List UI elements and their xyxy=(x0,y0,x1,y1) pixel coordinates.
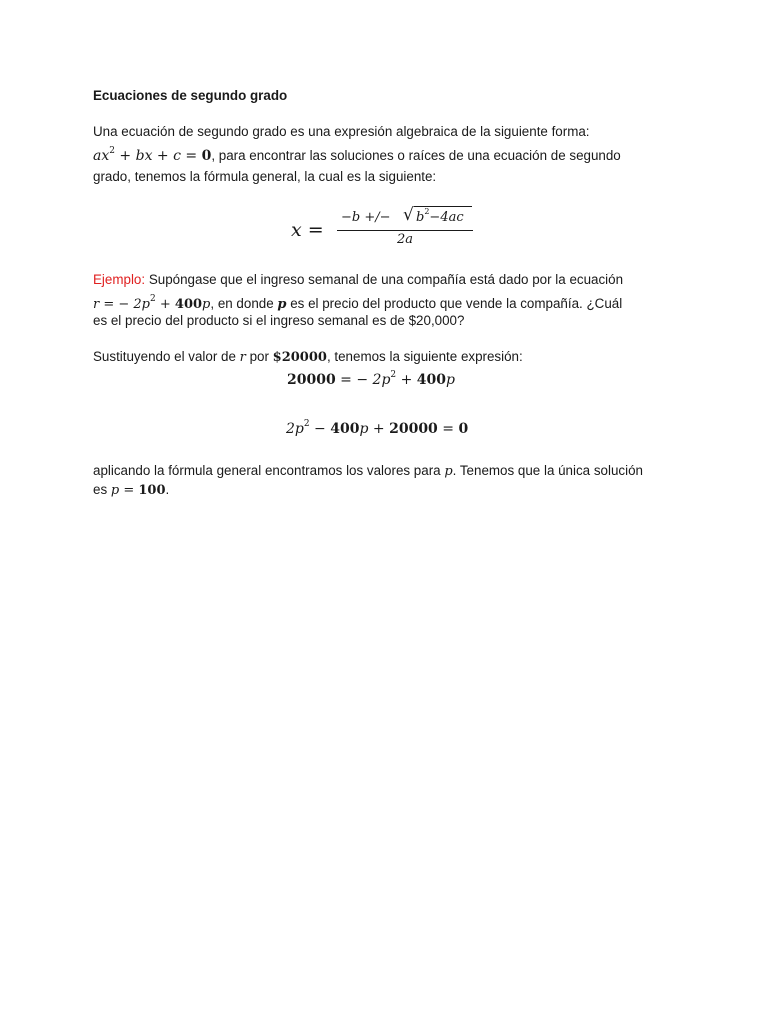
example-var-p: p xyxy=(277,297,287,312)
eq1-exponent: 2 xyxy=(390,370,397,380)
eq2-plus: + xyxy=(368,421,390,437)
conclusion-text-b: . Tenemos que la única solución xyxy=(452,463,643,478)
revenue-eq-plus: + xyxy=(155,297,175,312)
solution-equals: = xyxy=(119,483,139,498)
eq1-lhs: 20000 xyxy=(287,372,336,388)
eq2-minus: − xyxy=(309,421,331,437)
revenue-eq-exponent: 2 xyxy=(150,294,156,304)
document-title: Ecuaciones de segundo grado xyxy=(93,88,288,103)
eq2-equals: = xyxy=(437,421,459,437)
conclusion-line-1 xyxy=(93,461,643,481)
eq2-p: p xyxy=(359,421,369,437)
substitution-text-c: , tenemos la siguiente expresión: xyxy=(326,349,523,364)
conclusion-es: es xyxy=(93,482,111,497)
substitution-value: $20000 xyxy=(272,350,327,365)
substitution-text-a: Sustituyendo el valor de xyxy=(93,349,240,364)
eq2-exponent: 2 xyxy=(303,419,310,429)
equation-2 xyxy=(286,421,468,437)
revenue-eq-p: p xyxy=(202,297,211,312)
conclusion-line-2 xyxy=(93,480,169,500)
eq2-20000: 20000 xyxy=(389,421,438,437)
eq1-p: p xyxy=(446,372,455,388)
example-line-3: es el precio del producto si el ingreso semanal es de $20,000? xyxy=(93,313,465,328)
sqrt-bar xyxy=(414,206,472,207)
eq2-zero: 0 xyxy=(458,421,469,437)
eq1-plus: + xyxy=(396,372,417,388)
eq2-2p: 2p xyxy=(286,421,304,437)
radicand-b: b xyxy=(416,210,425,225)
equation-1 xyxy=(287,372,455,388)
substitution-text-b: por xyxy=(245,349,273,364)
intro-line-2 xyxy=(93,146,621,166)
conclusion-text-a: aplicando la fórmula general encontramos los valores para xyxy=(93,463,445,478)
eq1-rhs-a: − 2p xyxy=(356,372,391,388)
example-line-2-text-a: , en donde xyxy=(210,296,278,311)
solution-p: p xyxy=(110,483,120,498)
solution-value: 100 xyxy=(138,483,166,498)
radicand-exponent: 2 xyxy=(424,207,430,216)
revenue-eq-400: 400 xyxy=(174,297,203,312)
substitution-line xyxy=(93,347,523,367)
general-form-exponent: 2 xyxy=(109,146,115,156)
intro-line-1: Una ecuación de segundo grado es una expresión algebraica de la siguiente forma: xyxy=(93,124,590,139)
eq1-400: 400 xyxy=(416,372,447,388)
solution-period: . xyxy=(165,482,170,497)
general-form-rest: + bx + c = xyxy=(114,148,202,164)
formula-lhs: x = xyxy=(291,219,324,241)
radicand xyxy=(416,207,464,225)
general-form-zero: 0 xyxy=(201,148,212,164)
formula-denominator: 2a xyxy=(396,232,414,247)
intro-line-2-text: , para encontrar las soluciones o raíces de una ecuación de segundo xyxy=(211,148,621,163)
formula-numerator xyxy=(337,207,473,229)
example-line-1-text: Supóngase que el ingreso semanal de una compañía está dado por la ecuación xyxy=(145,272,624,287)
formula-fraction xyxy=(337,207,473,247)
eq2-400: 400 xyxy=(330,421,360,437)
radicand-rest: −4ac xyxy=(429,210,464,225)
eq1-equals: = xyxy=(335,372,357,388)
substitution-var-r: r xyxy=(239,350,246,365)
example-line-1 xyxy=(93,270,623,289)
numerator-prefix: −b +/− xyxy=(341,210,391,225)
sqrt-icon: √ xyxy=(403,205,414,225)
example-line-2-text-b: es el precio del producto que vende la compañía. ¿Cuál xyxy=(286,296,623,311)
revenue-eq-mid: − 2p xyxy=(114,297,150,312)
intro-line-3: grado, tenemos la fórmula general, la cual es la siguiente: xyxy=(93,169,437,184)
example-label: Ejemplo: xyxy=(93,272,146,287)
general-form-ax: ax xyxy=(93,148,110,164)
revenue-eq-r: r = xyxy=(93,297,115,312)
conclusion-var-p: p xyxy=(444,464,453,479)
